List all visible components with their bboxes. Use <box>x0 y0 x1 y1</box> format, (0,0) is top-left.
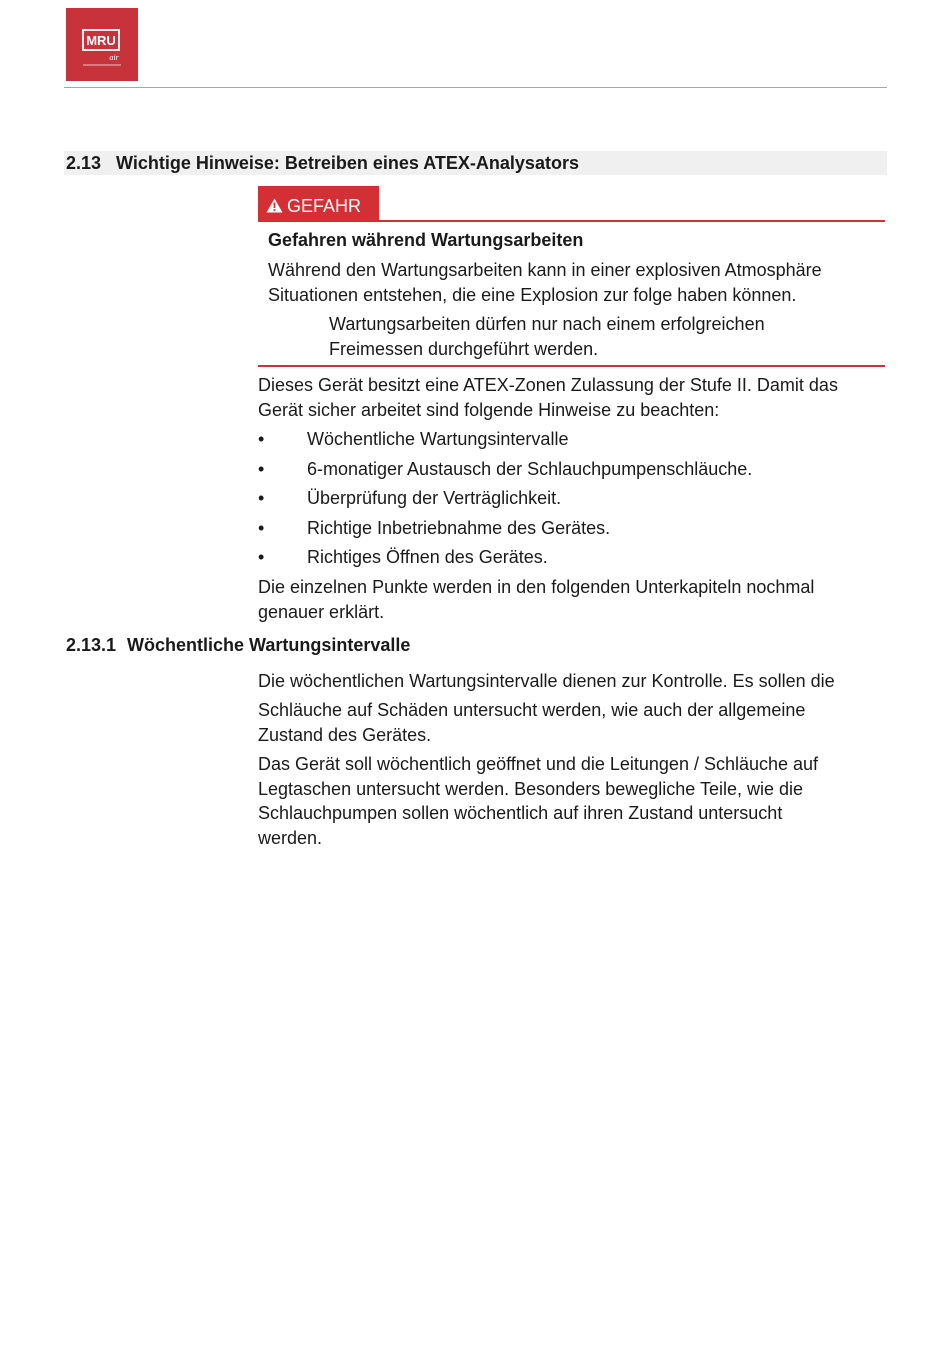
subsection-heading <box>66 633 410 658</box>
list-item: Wöchentliche Wartungsintervalle <box>307 429 569 449</box>
paragraph-line: Legtaschen untersucht werden. Besonders bewegliche Teile, wie die <box>258 779 804 799</box>
subsection-title: Wöchentliche Wartungsintervalle <box>127 635 411 655</box>
section-title: Wichtige Hinweise: Betreiben eines ATEX-Analysators <box>116 153 579 173</box>
intro-line: Gerät sicher arbeitet sind folgende Hinweise zu beachten: <box>258 400 720 420</box>
bullet-marker: • <box>258 518 265 538</box>
danger-heading: Gefahren während Wartungsarbeiten <box>268 230 584 250</box>
danger-label-tab <box>258 186 379 220</box>
danger-body-line: Während den Wartungsarbeiten kann in einer explosiven Atmosphäre <box>268 260 822 280</box>
paragraph-line: Schläuche auf Schäden untersucht werden, wie auch der allgemeine <box>258 700 806 720</box>
danger-action-line: Freimessen durchgeführt werden. <box>329 339 599 359</box>
danger-body-line: Situationen entstehen, die eine Explosion zur folge haben können. <box>268 285 797 305</box>
danger-top-rule <box>258 220 885 222</box>
logo-sub-text: air <box>109 53 119 62</box>
paragraph-line: Die wöchentlichen Wartungsintervalle dienen zur Kontrolle. Es sollen die <box>258 671 835 691</box>
intro-line: Dieses Gerät besitzt eine ATEX-Zonen Zulassung der Stufe II. Damit das <box>258 375 838 395</box>
paragraph-line: Das Gerät soll wöchentlich geöffnet und die Leitungen / Schläuche auf <box>258 754 819 774</box>
outro-line: genauer erklärt. <box>258 602 385 622</box>
header-divider <box>64 87 887 88</box>
bullet-marker: • <box>258 429 265 449</box>
bullet-marker: • <box>258 459 265 479</box>
section-heading <box>64 151 887 175</box>
logo-text: MRU <box>86 33 116 48</box>
section-number: 2.13 <box>66 153 102 173</box>
bullet-marker: • <box>258 547 265 567</box>
danger-action-line: Wartungsarbeiten dürfen nur nach einem erfolgreichen <box>329 314 765 334</box>
paragraph-line: Zustand des Gerätes. <box>258 725 432 745</box>
bullet-marker: • <box>258 488 265 508</box>
danger-label: GEFAHR <box>287 196 362 216</box>
list-item: Richtige Inbetriebnahme des Gerätes. <box>307 518 611 538</box>
paragraph-line: Schlauchpumpen sollen wöchentlich auf ihren Zustand untersucht <box>258 803 783 823</box>
paragraph-line: werden. <box>258 828 323 848</box>
list-item: 6-monatiger Austausch der Schlauchpumpenschläuche. <box>307 459 753 479</box>
outro-line: Die einzelnen Punkte werden in den folgenden Unterkapiteln nochmal <box>258 577 815 597</box>
danger-bottom-rule <box>258 365 885 367</box>
list-item: Überprüfung der Verträglichkeit. <box>307 488 562 508</box>
subsection-number: 2.13.1 <box>66 635 117 655</box>
list-item: Richtiges Öffnen des Gerätes. <box>307 547 548 567</box>
company-logo <box>66 8 138 81</box>
